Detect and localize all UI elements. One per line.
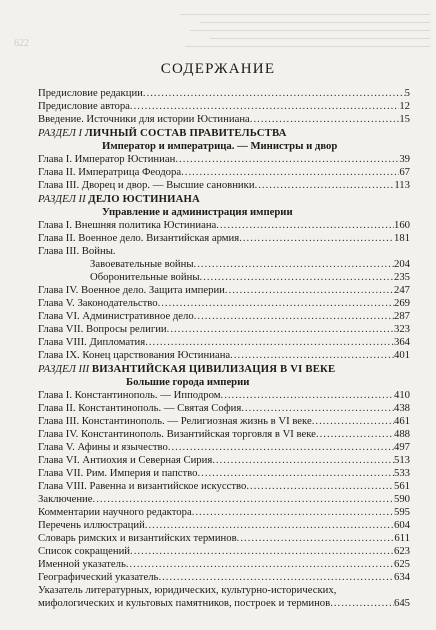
entry-title: Указатель литературных, юридических, культурно-исторических, — [38, 584, 337, 596]
section-heading — [38, 362, 410, 376]
page-number: 513 — [393, 454, 410, 466]
entry-title: Перечень иллюстраций — [38, 519, 145, 531]
page-number: 287 — [393, 310, 410, 322]
page-number: 401 — [393, 349, 410, 361]
dot-leader — [316, 428, 394, 441]
entry-title: Глава III. Константинополь. — Религиозная жизнь в VI веке — [38, 415, 312, 427]
page-number: 204 — [393, 258, 410, 270]
dot-leader — [158, 297, 394, 310]
toc-entry — [38, 297, 410, 310]
toc-entry — [38, 219, 410, 232]
section-subheading: Управление и администрация империи — [102, 206, 293, 218]
page-number: 12 — [399, 100, 410, 112]
page-number: 364 — [393, 336, 410, 348]
entry-title: Глава IV. Константинополь. Византийская торговля в VI веке — [38, 428, 316, 440]
page-number: 269 — [393, 297, 410, 309]
toc-entry — [38, 245, 410, 258]
dot-leader — [168, 441, 394, 454]
entry-title: Предисловие автора — [38, 100, 130, 112]
dot-leader — [230, 349, 394, 362]
toc-entry — [38, 454, 410, 467]
entry-title: Глава VIII. Дипломатия — [38, 336, 146, 348]
page-number: 39 — [399, 153, 410, 165]
toc-entry — [38, 100, 410, 113]
toc-entry — [38, 545, 410, 558]
toc-entry — [38, 441, 410, 454]
entry-title: Глава IV. Военное дело. Защита империи — [38, 284, 225, 296]
entry-title: Глава IX. Конец царствования Юстиниана — [38, 349, 231, 361]
dot-leader — [200, 271, 394, 284]
entry-title: Заключение — [38, 493, 93, 505]
entry-title: Глава VII. Вопросы религии — [38, 323, 167, 335]
toc-entry — [38, 519, 410, 532]
toc-entry — [38, 87, 410, 100]
dot-leader — [130, 100, 399, 113]
dot-leader — [175, 153, 399, 166]
entry-title: Глава I. Внешняя политика Юстиниана — [38, 219, 217, 231]
entry-title: Список сокращений — [38, 545, 131, 557]
toc-entry — [38, 389, 410, 402]
dot-leader — [143, 87, 405, 100]
page-number: 488 — [393, 428, 410, 440]
toc-entry — [38, 597, 410, 610]
entry-title: Словарь римских и византийских терминов — [38, 532, 237, 544]
page-number: 5 — [404, 87, 410, 99]
dot-leader — [250, 113, 400, 126]
section-number: РАЗДЕЛ II — [38, 193, 86, 205]
entry-title: Комментарии научного редактора — [38, 506, 192, 518]
dot-leader — [221, 389, 394, 402]
entry-title: Глава II. Военное дело. Византийская армия — [38, 232, 240, 244]
page-number: 235 — [393, 271, 410, 283]
page-number: 611 — [394, 532, 410, 544]
dot-leader — [126, 558, 394, 571]
entry-title: мифологических и культовых памятников, построек и терминов — [38, 597, 331, 609]
section-heading — [38, 126, 410, 140]
dot-leader — [181, 166, 399, 179]
dot-leader — [312, 415, 394, 428]
page-number: 595 — [393, 506, 410, 518]
page-number: 113 — [394, 179, 410, 191]
dot-leader — [194, 310, 394, 323]
page-number: 533 — [393, 467, 410, 479]
dot-leader — [93, 493, 394, 506]
toc-entry — [38, 232, 410, 245]
entry-title: Глава VI. Антиохия и Северная Сирия — [38, 454, 213, 466]
entry-title: Предисловие редакции — [38, 87, 143, 99]
entry-title: Глава VII. Рим. Империя и папство — [38, 467, 198, 479]
dot-leader — [197, 467, 393, 480]
page-number: 247 — [393, 284, 410, 296]
page-number: 497 — [393, 441, 410, 453]
entry-title: Географический указатель — [38, 571, 159, 583]
page-number: 623 — [393, 545, 410, 557]
section-title: ВИЗАНТИЙСКАЯ ЦИВИЛИЗАЦИЯ В VI ВЕКЕ — [91, 363, 336, 375]
toc-entry — [38, 415, 410, 428]
entry-title: Глава I. Константинополь. — Ипподром — [38, 389, 221, 401]
dot-leader — [194, 258, 394, 271]
entry-title: Глава II. Императрица Феодора — [38, 166, 182, 178]
section-title: ЛИЧНЫЙ СОСТАВ ПРАВИТЕЛЬСТВА — [84, 127, 287, 139]
section-number: РАЗДЕЛ III — [38, 363, 90, 375]
page-number: 181 — [393, 232, 410, 244]
page-number: 410 — [393, 389, 410, 401]
toc-entry — [38, 336, 410, 349]
toc-entry — [38, 584, 410, 597]
toc-entry — [38, 179, 410, 192]
dot-leader — [158, 571, 394, 584]
toc-entry — [38, 571, 410, 584]
dot-leader — [239, 232, 394, 245]
toc-entry — [38, 323, 410, 336]
entry-title: Глава I. Император Юстиниан — [38, 153, 176, 165]
page-number: 625 — [393, 558, 410, 570]
dot-leader — [145, 519, 394, 532]
toc-entry — [38, 258, 410, 271]
dot-leader — [130, 545, 394, 558]
page-number: 15 — [399, 113, 410, 125]
page-number: 323 — [393, 323, 410, 335]
entry-title: Введение. Источники для истории Юстиниана — [38, 113, 250, 125]
dot-leader — [225, 284, 394, 297]
toc-entry — [38, 349, 410, 362]
entry-title: Глава VI. Административное дело — [38, 310, 194, 322]
ghost-page-number: 622 — [14, 38, 29, 49]
page-number: 461 — [393, 415, 410, 427]
dot-leader — [192, 506, 394, 519]
section-subheading: Большие города империи — [126, 376, 250, 388]
page-number: 634 — [393, 571, 410, 583]
page-number: 604 — [393, 519, 410, 531]
toc-entry — [38, 558, 410, 571]
dot-leader — [246, 480, 394, 493]
entry-title: Оборонительные войны — [90, 271, 200, 283]
entry-title: Глава II. Константинополь. — Святая София — [38, 402, 242, 414]
page-title: СОДЕРЖАНИЕ — [160, 61, 276, 77]
table-of-contents — [38, 87, 410, 610]
toc-entry — [38, 153, 410, 166]
dot-leader — [255, 179, 395, 192]
toc-entry — [38, 428, 410, 441]
section-subheading: Император и императрица. — Министры и двор — [102, 140, 338, 152]
dot-leader — [216, 219, 394, 232]
toc-entry — [38, 166, 410, 179]
dot-leader — [167, 323, 394, 336]
section-title: ДЕЛО ЮСТИНИАНА — [88, 193, 200, 205]
page-number: 160 — [393, 219, 410, 231]
entry-title: Глава III. Дворец и двор. — Высшие сановники — [38, 179, 255, 191]
toc-entry — [38, 493, 410, 506]
toc-entry — [38, 532, 410, 545]
toc-entry — [38, 284, 410, 297]
section-heading — [38, 192, 410, 206]
dot-leader — [145, 336, 394, 349]
section-number: РАЗДЕЛ I — [38, 127, 83, 139]
entry-title: Глава V. Законодательство — [38, 297, 158, 309]
dot-leader — [237, 532, 395, 545]
page-number: 645 — [393, 597, 410, 609]
toc-entry — [38, 113, 410, 126]
entry-title: Глава III. Войны. — [38, 245, 116, 257]
toc-entry — [38, 402, 410, 415]
toc-entry — [38, 310, 410, 323]
entry-title: Именной указатель — [38, 558, 126, 570]
entry-title: Завоевательные войны — [90, 258, 194, 270]
toc-entry — [38, 271, 410, 284]
dot-leader — [212, 454, 394, 467]
entry-title: Глава VIII. Равенна и византийское искусство — [38, 480, 247, 492]
page-number: 590 — [393, 493, 410, 505]
toc-entry — [38, 480, 410, 493]
page-number: 67 — [399, 166, 410, 178]
bleed-through-text — [0, 0, 436, 70]
page-number: 438 — [393, 402, 410, 414]
page-number: 561 — [393, 480, 410, 492]
dot-leader — [241, 402, 394, 415]
entry-title: Глава V. Афины и язычество — [38, 441, 168, 453]
dot-leader — [330, 597, 394, 610]
toc-entry — [38, 467, 410, 480]
toc-entry — [38, 506, 410, 519]
